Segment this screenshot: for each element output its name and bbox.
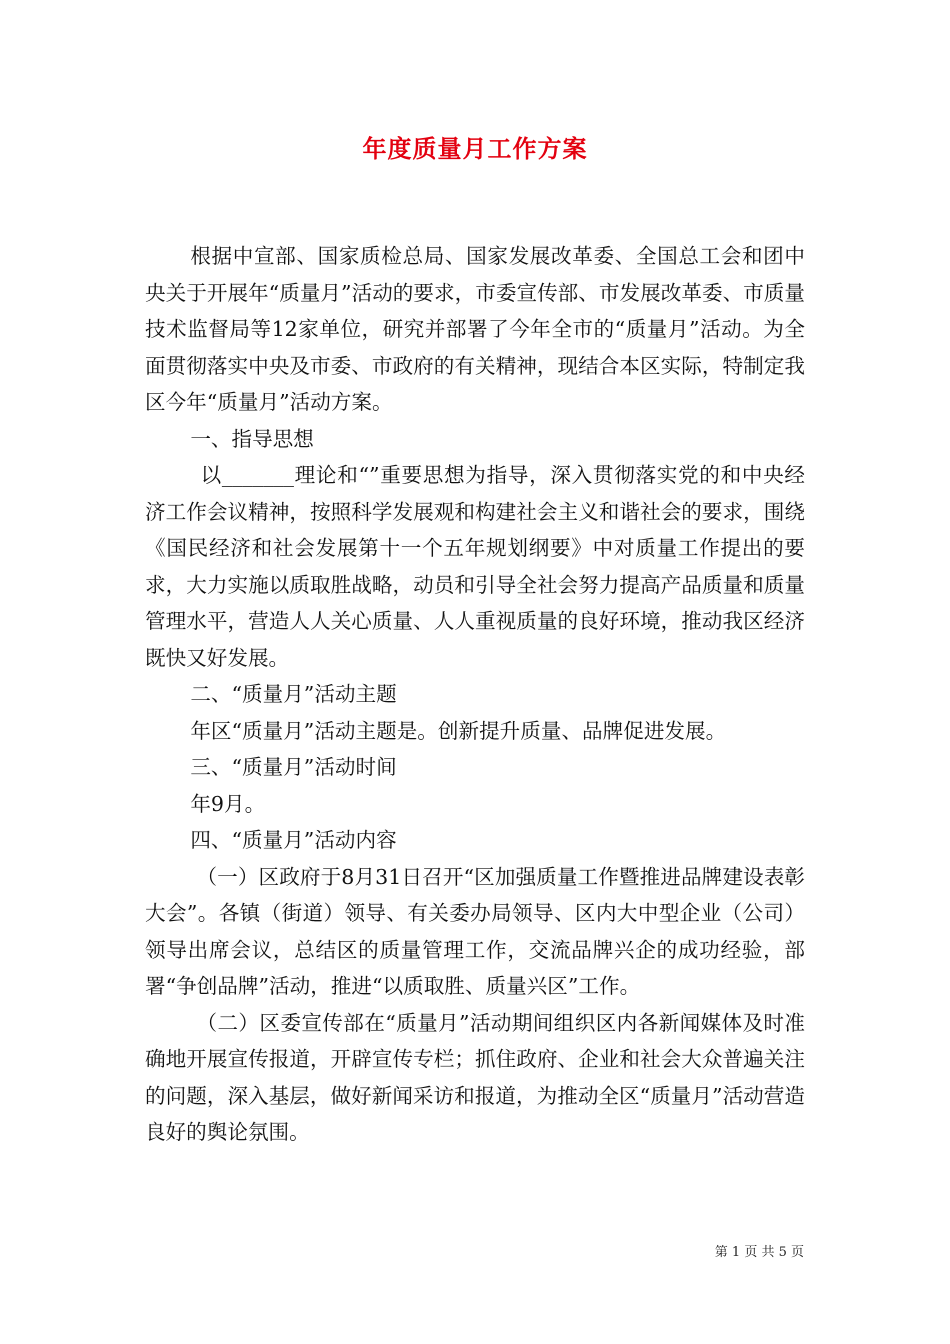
content-item-2: （二）区委宣传部在“质量月”活动期间组织区内各新闻媒体及时准确地开展宣传报道，开辟宣传专栏；抓住政府、企业和社会大众普遍关注的问题，深入基层，做好新闻采访和报道，为推动全区“质量月”活动营造良好的舆论氛围。 [145, 1010, 805, 1144]
section-heading-guiding-ideology: 一、指导思想 [190, 426, 314, 451]
content-item-1: （一）区政府于8月31日召开“区加强质量工作暨推进品牌建设表彰大会”。各镇（街道）领导、有关委办局领导、区内大中型企业（公司）领导出席会议，总结区的质量管理工作，交流品牌兴企的成功经验，部署“争创品牌”活动，推进“以质取胜、质量兴区”工作。 [145, 864, 805, 998]
guiding-ideology-paragraph: 以_______理论和“”重要思想为指导，深入贯彻落实党的和中央经济工作会议精神，按照科学发展观和构建社会主义和谐社会的要求，围绕《国民经济和社会发展第十一个五年规划纲要》中对质量工作提出的要求，大力实施以质取胜战略，动员和引导全社会努力提高产品质量和质量管理水平，营造人人关心质量、人人重视质量的良好环境，推动我区经济既快又好发展。 [145, 463, 805, 670]
time-paragraph: 年9月。 [190, 791, 266, 816]
section-heading-time: 三、“质量月”活动时间 [190, 755, 397, 779]
page-footer: 第 1 页 共 5 页 [714, 1245, 804, 1260]
theme-paragraph: 年区“质量月”活动主题是。创新提升质量、品牌促进发展。 [190, 718, 727, 743]
document-body [145, 238, 805, 1151]
document-title: 年度质量月工作方案 [362, 134, 588, 163]
section-heading-theme: 二、“质量月”活动主题 [190, 682, 397, 706]
intro-paragraph: 根据中宣部、国家质检总局、国家发展改革委、全国总工会和团中央关于开展年“质量月”活动的要求，市委宣传部、市发展改革委、市质量技术监督局等12家单位，研究并部署了今年全市的“质量月”活动。为全面贯彻落实中央及市委、市政府的有关精神，现结合本区实际，特制定我区今年“质量月”活动方案。 [145, 244, 805, 414]
section-heading-content: 四、“质量月”活动内容 [190, 828, 397, 852]
